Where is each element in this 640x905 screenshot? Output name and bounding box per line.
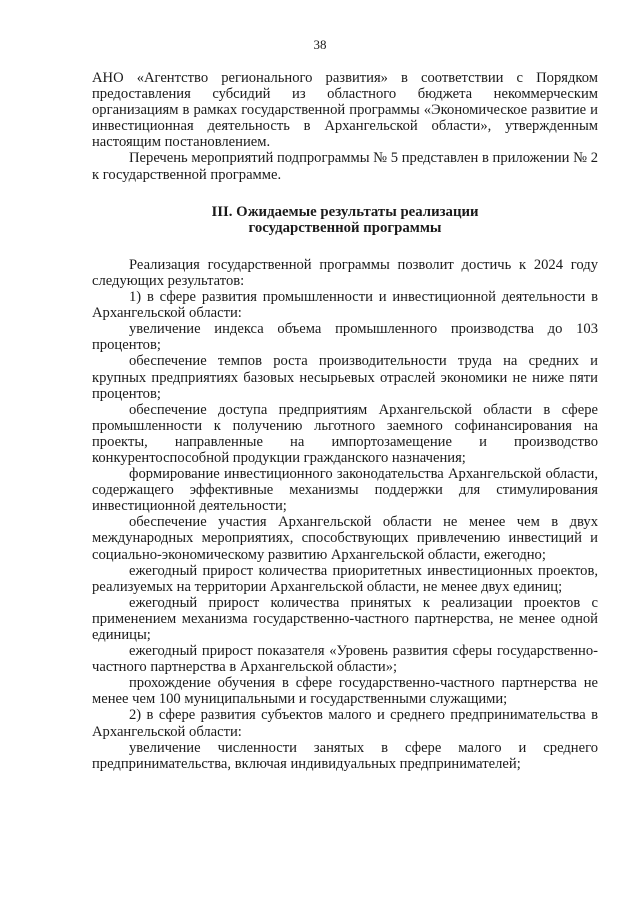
section-heading (92, 204, 598, 237)
body-paragraph: прохождение обучения в сфере государственно-частного партнерства не менее чем 100 муниципальными и государственными служащими; (92, 675, 598, 708)
body-paragraph: 1) в сфере развития промышленности и инвестиционной деятельности в Архангельской области: (92, 289, 598, 322)
section-heading-line: государственной программы (248, 220, 442, 237)
body-paragraph: увеличение численности занятых в сфере малого и среднего предпринимательства, включая индивидуальных предпринимателей; (92, 739, 598, 772)
body-paragraph: обеспечение доступа предприятиям Архангельской области в сфере промышленности к получению льготного заемного софинансирования на проекты, направленные на импортозамещение и производство конкурентоспособной продукции гражданского назначения; (92, 401, 598, 466)
intro-paragraph: Перечень мероприятий подпрограммы № 5 представлен в приложении № 2 к государственной программе. (92, 150, 598, 183)
intro-paragraph: АНО «Агентство регионального развития» в соответствии с Порядком предоставления субсидий из областного бюджета некоммерческим организациям в рамках государственной программы «Экономическое развитие и инвестиционная деятельность в Архангельской области», утвержденным настоящим постановлением. (92, 70, 598, 151)
document-body (92, 70, 598, 772)
body-paragraph: 2) в сфере развития субъектов малого и среднего предпринимательства в Архангельской области: (92, 707, 598, 740)
section-heading-line: III. Ожидаемые результаты реализации (211, 203, 479, 220)
page-number: 38 (313, 37, 327, 52)
body-paragraph: ежегодный прирост количества принятых к реализации проектов с применением механизма государственно-частного партнерства, не менее одной единицы; (92, 594, 598, 643)
body-paragraph: увеличение индекса объема промышленного производства до 103 процентов; (92, 321, 598, 354)
body-paragraph: обеспечение участия Архангельской области не менее чем в двух международных мероприятиях, способствующих привлечению инвестиций и социально-экономическому развитию Архангельской области, ежегодно; (92, 514, 598, 563)
body-paragraph: ежегодный прирост количества приоритетных инвестиционных проектов, реализуемых на территории Архангельской области, не менее двух единиц; (92, 562, 598, 595)
body-paragraph: формирование инвестиционного законодательства Архангельской области, содержащего эффективные механизмы поддержки для стимулирования инвестиционной деятельности; (92, 466, 598, 515)
body-paragraph: ежегодный прирост показателя «Уровень развития сферы государственно-частного партнерства в Архангельской области»; (92, 643, 598, 676)
body-paragraph: обеспечение темпов роста производительности труда на средних и крупных предприятиях базовых несырьевых отраслей экономики не ниже пяти процентов; (92, 353, 598, 402)
body-paragraph: Реализация государственной программы позволит достичь к 2024 году следующих результатов: (92, 256, 598, 289)
